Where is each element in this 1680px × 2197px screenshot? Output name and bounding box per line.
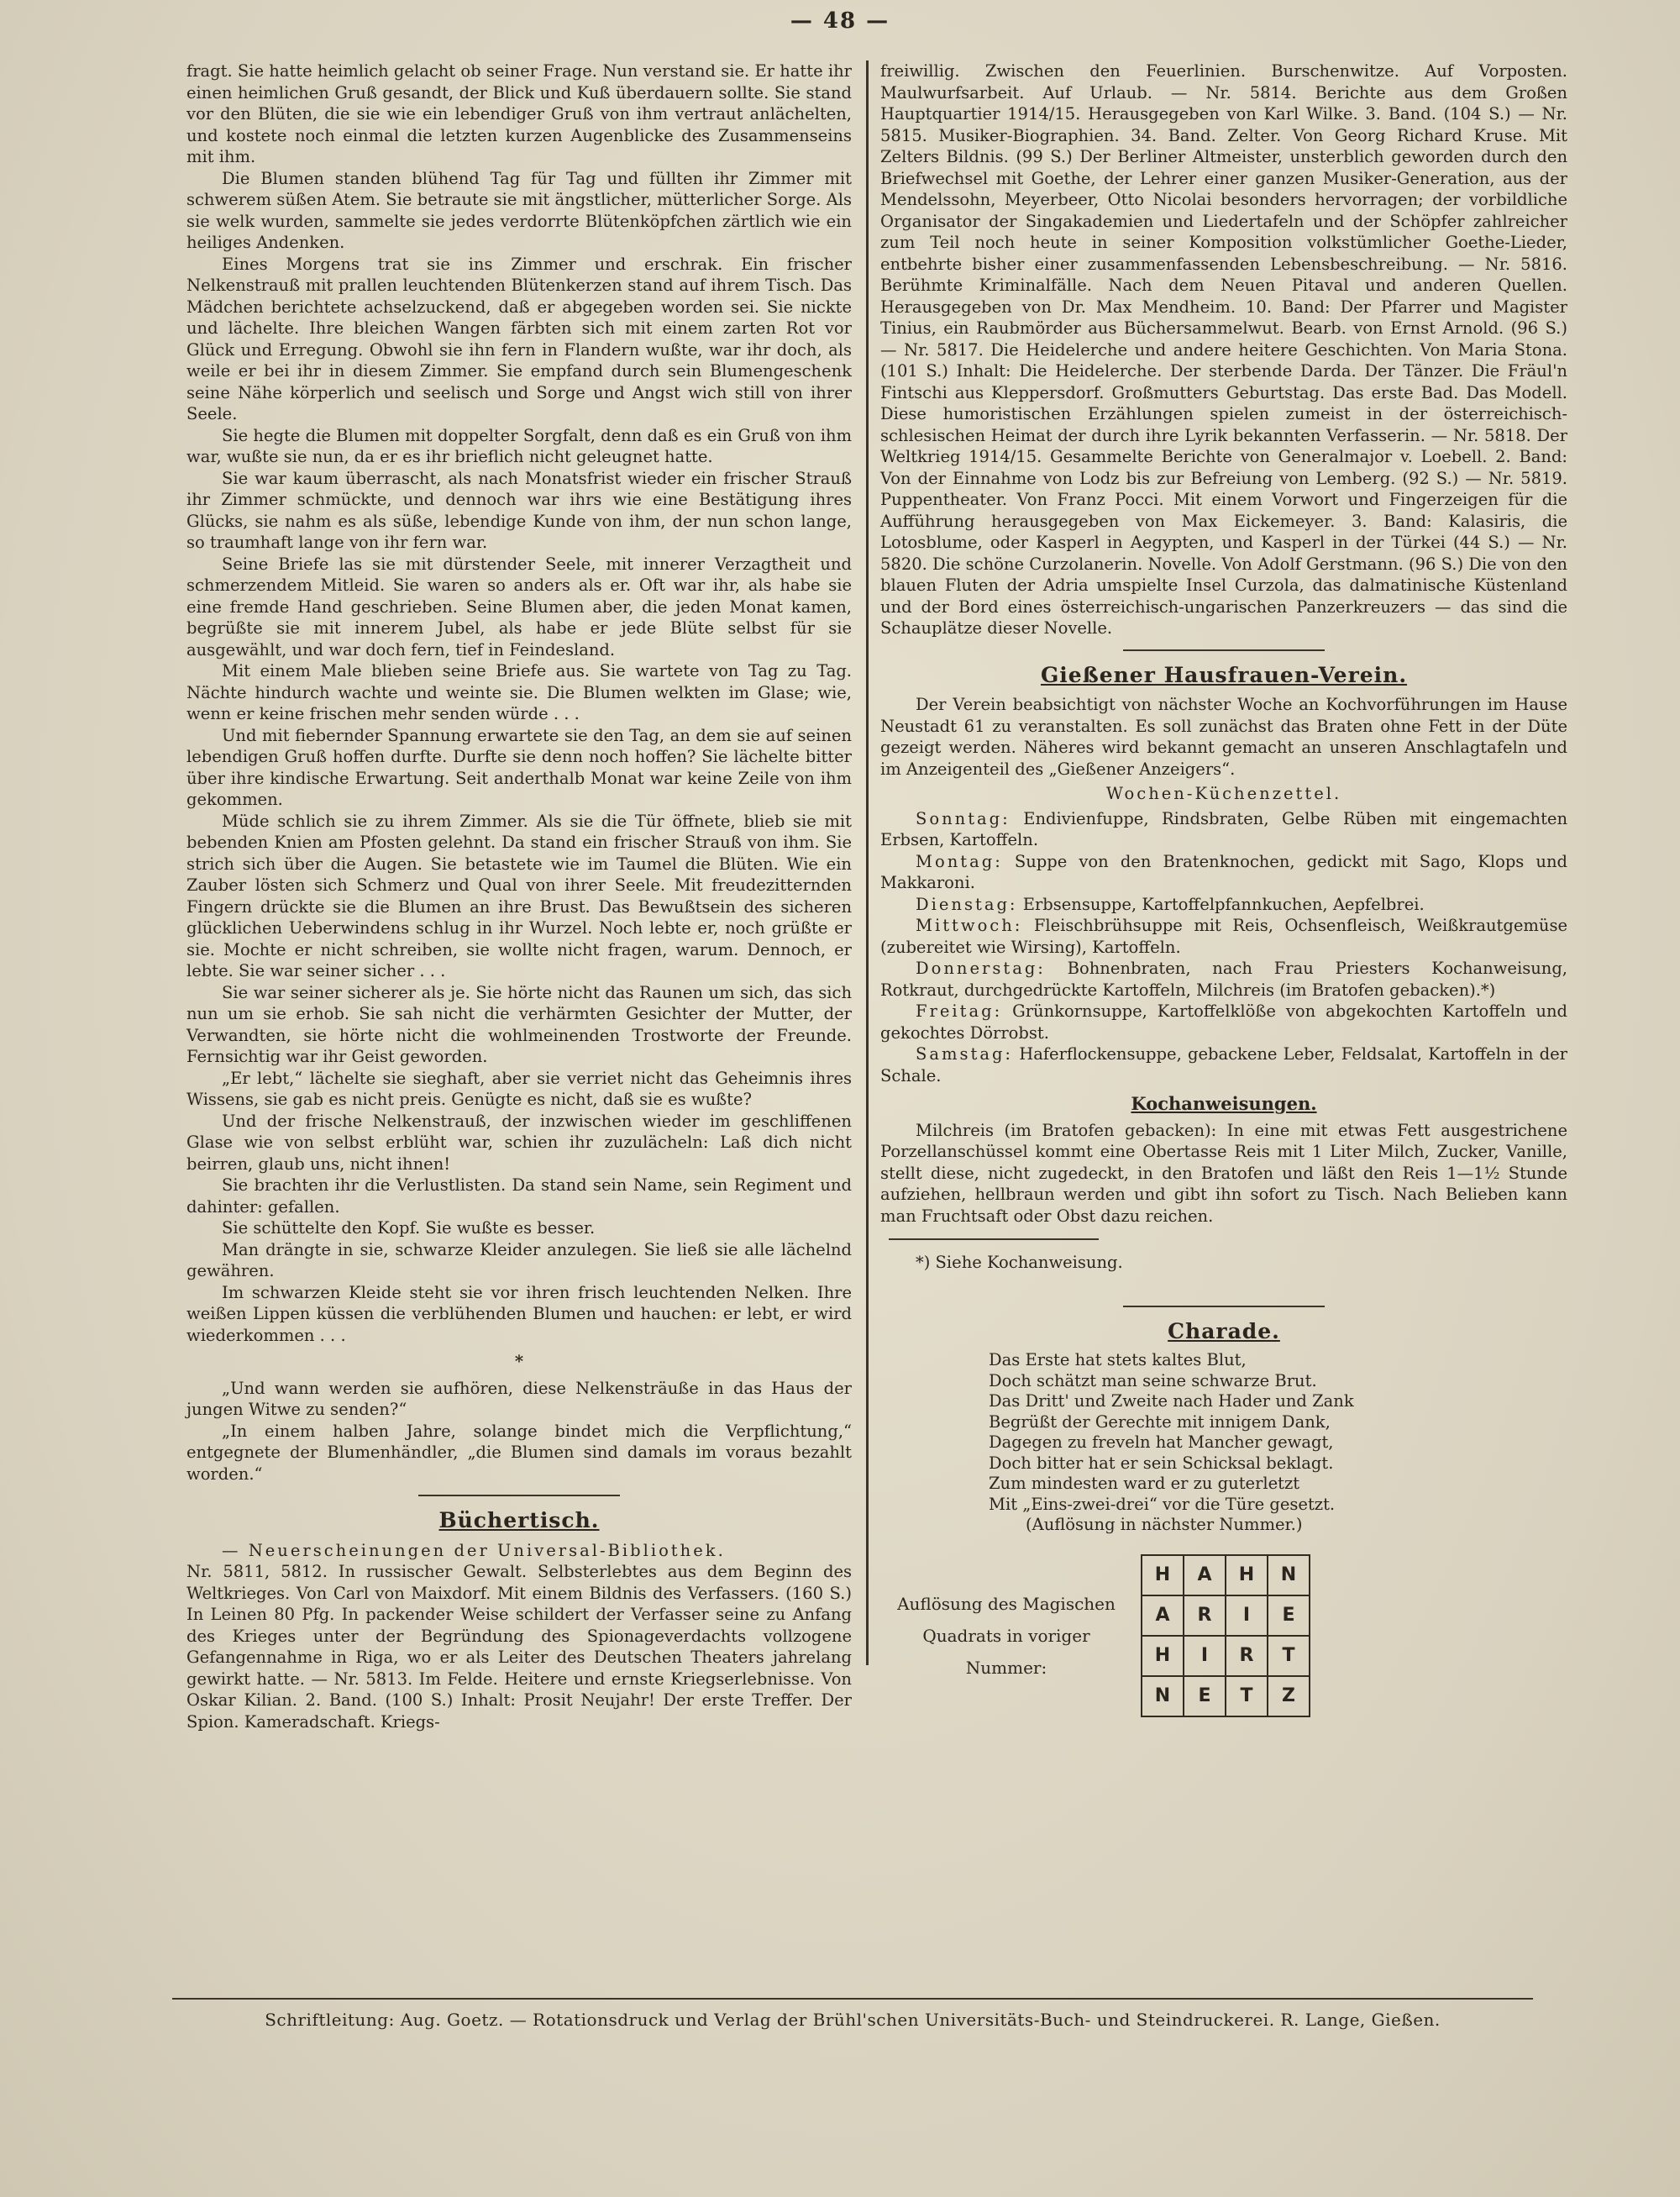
story-paragraph: Eines Morgens trat sie ins Zimmer und erschrak. Ein frischer Nelkenstrauß mit prallen leuchtenden Blütenkerzen stand auf ihrem Tisch. Das Mädchen berichtete achselzuckend, daß er abgegeben worden sei. Sie nickte und lächelte. Ihre bleichen Wangen färbten sich mit einem zarten Rot vor Glück und Erregung. Obwohl sie ihn fern in Flandern wußte, war ihr doch, als weile er bei ihr in diesem Zimmer. Sie empfand durch sein Blumengeschenk seine Nähe körperlich und seelisch und Sorge und Angst wich still von ihrer Seele. xyxy=(186,254,852,423)
books-continued: freiwillig. Zwischen den Feuerlinien. Burschenwitze. Auf Vorposten. Maulwurfsarbeit. Auf Urlaub. — Nr. 5814. Berichte aus dem Großen Hauptquartier 1914/15. Herausgegeben von Karl Wilke. 3. Band. (104 S.) — Nr. 5815. Musiker-Biographien. 34. Band. Zelter. Von Georg Richard Kruse. Mit Zelters Bildnis. (99 S.) Der Berliner Altmeister, unsterblich geworden durch den Briefwechsel mit Goethe, der Lehrer einer ganzen Musiker-Generation, aus der Mendelssohn, Meyerbeer, Otto Nicolai besonders hervorragen; der vorbildliche Organisator der Singakademien und Liedertafeln und der Schöpfer zahlreicher zum Teil noch heute in seiner Komposition volkstümlicher Goethe-Lieder, entbehrte bisher einer zusammenfassenden Lebensbeschreibung. — Nr. 5816. Berühmte Kriminalfälle. Nach dem Neuen Pitaval und anderen Quellen. Herausgegeben von Dr. Max Mendheim. 10. Band: Der Pfarrer und Magister Tinius, ein Raubmörder aus Büchersammelwut. Bearb. von Ernst Arnold. (96 S.) — Nr. 5817. Die Heidelerche und andere heitere Geschichten. Von Maria Stona. (101 S.) Inhalt: Die Heidelerche. Der sterbende Darda. Der Tänzer. Die Fräul'n Fintschi aus Kleppersdorf. Großmutters Geburtstag. Das erste Bad. Das Modell. Diese humoristischen Erzählungen spielen zumeist in der österreichisch-schlesischen Heimat der durch ihre Lyrik bekannten Verfasserin. — Nr. 5818. Der Weltkrieg 1914/15. Gesammelte Berichte von Generalmajor v. Loebell. 2. Band: Von der Einnahme von Lodz bis zur Befreiung von Lemberg. (92 S.) — Nr. 5819. Puppentheater. Von Franz Pocci. Mit einem Vorwort und Fingerzeigen für die Aufführung herausgegeben von Max Eickemeyer. 3. Band: Kalasiris, die Lotosblume, oder Kasperl in Aegypten, und Kasperl in der Türkei (44 S.) — Nr. 5820. Die schöne Curzolanerin. Novelle. Von Adolf Gerstmann. (96 S.) Die von den blauen Fluten der Adria umspielte Insel Curzola, das dalmatinische Küstenland und der Bord eines österreichisch-ungarischen Panzerkreuzers — das sind die Schauplätze dieser Novelle. xyxy=(880,61,1567,638)
books-intro-text: — Neuerscheinungen der Universal-Bibliothek. xyxy=(222,1540,726,1560)
magic-square-label xyxy=(880,1588,1132,1684)
footnote: *) Siehe Kochanweisung. xyxy=(916,1253,1123,1272)
story-paragraph: Sie schüttelte den Kopf. Sie wußte es besser. xyxy=(222,1218,596,1238)
menu-dish: Suppe von den Bratenknochen, gedickt mit Sago, Klops und Makkaroni. xyxy=(880,851,1568,892)
divider xyxy=(418,1495,620,1496)
charade-heading: Charade. xyxy=(1168,1318,1280,1343)
story-paragraph: fragt. Sie hatte heimlich gelacht ob seiner Frage. Nun verstand sie. Er hatte ihr einen heimlichen Gruß gesandt, der Blick und Kuß überdauern sollte. Sie stand vor den Blüten, die sie wie ein lebendiger Gruß von ihm vertraut anlächelten, und kostete noch einmal die letzten kurzen Augenblicke des Zusammenseins mit ihm. xyxy=(186,61,852,166)
imprint-footer: Schriftleitung: Aug. Goetz. — Rotationsdruck und Verlag der Brühl'schen Universitäts-Buch- und Steindruckerei. R. Lange, Gießen. xyxy=(265,2010,1441,2030)
poem-line: Das Dritt' und Zweite nach Hader und Zank xyxy=(989,1391,1354,1411)
verein-text: Der Verein beabsichtigt von nächster Woche an Kochvorführungen im Hause Neustadt 61 zu veranstalten. Es soll zunächst das Braten ohne Fett in der Düte gezeigt werden. Näheres wird bekannt gemacht an unseren Anschlagtafeln und im Anzeigenteil des „Gießener Anzeigers“. xyxy=(880,695,1567,779)
divider xyxy=(889,1238,1099,1240)
magic-square-grid xyxy=(1141,1554,1310,1717)
menu-day: Montag: xyxy=(916,851,1003,871)
poem-line: Zum mindesten ward er zu guterletzt xyxy=(989,1474,1300,1493)
koch-text: Milchreis (im Bratofen gebacken): In eine mit etwas Fett ausgestrichene Porzellanschüssel kommt eine Obertasse Reis mit 1 Liter Milch, Zucker, Vanille, stellt diese, nicht zugedeckt, in den Bratofen und läßt den Reis 1—1½ Stunde aufziehen, hellbraun werden und gibt ihn sofort zu Tisch. Nach Belieben kann man Fruchtsaft oder Obst dazu reichen. xyxy=(880,1120,1567,1226)
menu-day: Mittwoch: xyxy=(916,916,1023,935)
divider xyxy=(1123,649,1325,651)
story-paragraph: Sie war kaum überrascht, als nach Monatsfrist wieder ein frischer Strauß ihr Zimmer schmückte, und dennoch war ihrs wie eine Bestätigung ihres Glücks, sie nahm es als süße, lebendige Kunde von ihm, der nun schon lange, so traumhaft lange von ihr fern war. xyxy=(186,468,852,552)
menu-entry xyxy=(880,958,1567,1001)
column-divider xyxy=(866,60,869,1665)
epilogue-paragraph: „Und wann werden sie aufhören, diese Nelkensträuße in das Haus der jungen Witwe zu senden?“ xyxy=(186,1378,852,1419)
poem-line: Das Erste hat stets kaltes Blut, xyxy=(989,1350,1247,1369)
grid-cell: I xyxy=(1226,1595,1268,1636)
story-paragraph: Mit einem Male blieben seine Briefe aus. Sie wartete von Tag zu Tag. Nächte hindurch wachte und weinte sie. Die Blumen welkten im Glase; wie, wenn er keine frischen mehr senden würde . . . xyxy=(186,661,852,723)
story-paragraph: Müde schlich sie zu ihrem Zimmer. Als sie die Tür öffnete, blieb sie mit bebenden Knien am Pfosten gelehnt. Da stand ein frischer Strauß von ihm. Sie strich sich über die Augen. Sie betastete wie im Taumel die Blüten. Wie ein Zauber lösten sich Schmerz und Qual von ihrer Seele. Mit freudezitternden Fingern drückte sie die Blumen an ihre Brust. Das Bewußtsein des sicheren glücklichen Ueberwindens schlug in ihr Wurzel. Noch lebte er, noch grüßte er sie. Mochte er nicht schreiben, sie wollte nicht fragen, warum. Dennoch, er lebte. Sie war seiner sicher . . . xyxy=(186,811,852,980)
poem-line: Begrüßt der Gerechte mit innigem Dank, xyxy=(989,1411,1331,1432)
charade-poem xyxy=(989,1350,1459,1536)
menu-heading: Wochen-Küchenzettel. xyxy=(1105,784,1342,803)
koch-heading: Kochanweisungen. xyxy=(1131,1093,1317,1114)
grid-cell: A xyxy=(1184,1555,1226,1595)
story-paragraph: Sie brachten ihr die Verlustlisten. Da stand sein Name, sein Regiment und dahinter: gefallen. xyxy=(186,1175,852,1217)
menu-entry xyxy=(880,1043,1567,1086)
grid-cell: R xyxy=(1226,1636,1268,1676)
footer-rule xyxy=(172,1998,1533,2000)
poem-note: (Auflösung in nächster Nummer.) xyxy=(1026,1515,1303,1534)
poem-line: Dagegen zu freveln hat Mancher gewagt, xyxy=(989,1432,1334,1452)
story-paragraph: Sie hegte die Blumen mit doppelter Sorgfalt, denn daß es ein Gruß von ihm war, wußte sie nun, da er es ihr brieflich nicht geleugnet hatte. xyxy=(186,425,852,466)
menu-day: Sonntag: xyxy=(916,808,1011,828)
menu-dish: Fleischbrühsuppe mit Reis, Ochsenfleisch, Weißkrautgemüse (zubereitet wie Wirsing), Kartoffeln. xyxy=(880,916,1567,957)
grid-cell: E xyxy=(1184,1676,1226,1716)
story-paragraph: Die Blumen standen blühend Tag für Tag und füllten ihr Zimmer mit schwerem süßen Atem. Sie betraute sie mit ängstlicher, mütterlicher Sorge. Als sie welk wurden, sammelte sie jedes verdorrte Blütenköpfchen zärtlich wie ein heiliges Andenken. xyxy=(186,168,852,252)
magic-label-line: Auflösung des Magischen xyxy=(897,1593,1116,1614)
story-paragraph: Im schwarzen Kleide steht sie vor ihren frisch leuchtenden Nelken. Ihre weißen Lippen küssen die verblühenden Blumen und hauchen: er lebt, er wird wiederkommen . . . xyxy=(186,1282,852,1345)
menu-day: Dienstag: xyxy=(916,894,1018,914)
menu-day: Freitag: xyxy=(916,1001,1003,1021)
right-column xyxy=(880,60,1567,1717)
menu-entry xyxy=(880,851,1567,894)
left-column xyxy=(186,60,852,1732)
menu-dish: Grünkornsuppe, Kartoffelklöße von abgekochten Kartoffeln und gekochtes Dörrobst. xyxy=(880,1001,1568,1043)
grid-cell: T xyxy=(1268,1636,1310,1676)
menu-dish: Haferflockensuppe, gebackene Leber, Feldsalat, Kartoffeln in der Schale. xyxy=(880,1044,1567,1085)
grid-cell: Z xyxy=(1268,1676,1310,1716)
verein-heading: Gießener Hausfrauen-Verein. xyxy=(1040,662,1408,687)
books-text: Nr. 5811, 5812. In russischer Gewalt. Selbsterlebtes aus dem Beginn des Weltkrieges. Von Carl von Maixdorf. Mit einem Bildnis des Verfassers. (160 S.) In Leinen 80 Pfg. In packender Weise schildert der Verfasser seine zu Anfang des Krieges unter der Begründung des Spionageverdachts vollzogene Gefangennahme in Riga, wo er als Leiter des Deutschen Theaters jahrelang gewirkt hatte. — Nr. 5813. Im Felde. Heitere und ernste Kriegserlebnisse. Von Oskar Kilian. 2. Band. (100 S.) Inhalt: Prosit Neujahr! Der erste Treffer. Der Spion. Kameradschaft. Kriegs- xyxy=(186,1562,852,1732)
magic-square-block xyxy=(880,1554,1567,1717)
grid-cell: R xyxy=(1184,1595,1226,1636)
grid-cell: E xyxy=(1268,1595,1310,1636)
story-paragraph: Sie war seiner sicherer als je. Sie hörte nicht das Raunen um sich, das sich nun um sie erhob. Sie sah nicht die verhärmten Gesichter der Mutter, der Verwandten, sie hörte nicht die wohlmeinenden Trostworte der Freunde. Fernsichtig war ihr Geist geworden. xyxy=(186,982,852,1066)
story-paragraph: Und mit fiebernder Spannung erwartete sie den Tag, an dem sie auf seinen lebendigen Gruß hoffen durfte. Durfte sie denn noch hoffen? Sie lächelte bitter über ihre kindische Erwartung. Seit anderthalb Monat war keine Zeile von ihm gekommen. xyxy=(186,725,852,809)
menu-day: Samstag: xyxy=(916,1044,1013,1064)
grid-cell: I xyxy=(1184,1636,1226,1676)
page-number: — 48 — xyxy=(790,8,890,34)
magic-label-line: Quadrats in voriger xyxy=(922,1625,1090,1646)
story-paragraph: Seine Briefe las sie mit dürstender Seele, mit innerer Verzagtheit und schmerzendem Mitleid. Sie waren so anders als er. Oft war ihr, als habe sie eine fremde Hand geschrieben. Seine Blumen aber, die jeden Monat kamen, begrüßte sie mit innerem Jubel, als habe er jede Blüte selbst für sie ausgewählt, und war doch fern, tief in Feindesland. xyxy=(186,554,852,660)
grid-cell: H xyxy=(1226,1555,1268,1595)
grid-cell: H xyxy=(1142,1555,1184,1595)
divider xyxy=(1123,1306,1325,1307)
grid-cell: N xyxy=(1268,1555,1310,1595)
magic-label-line: Nummer: xyxy=(965,1657,1047,1678)
section-star: * xyxy=(514,1352,524,1371)
story-paragraph: „Er lebt,“ lächelte sie sieghaft, aber sie verriet nicht das Geheimnis ihres Wissens, sie gab es nicht preis. Genügte es nicht, daß sie es wußte? xyxy=(186,1068,852,1109)
story-paragraph: Und der frische Nelkenstrauß, der inzwischen wieder im geschliffenen Glase wie von selbst erblüht war, schien ihr zuzulächeln: Laß dich nicht beirren, glaub uns, nicht ihnen! xyxy=(186,1111,852,1174)
grid-cell: N xyxy=(1142,1676,1184,1716)
books-intro xyxy=(186,1540,852,1562)
menu-dish: Bohnenbraten, nach Frau Priesters Kochanweisung, Rotkraut, durchgedrückte Kartoffeln, Milchreis (im Bratofen gebacken).*) xyxy=(880,959,1568,1000)
grid-cell: H xyxy=(1142,1636,1184,1676)
menu-dish: Endivienfuppe, Rindsbraten, Gelbe Rüben mit eingemachten Erbsen, Kartoffeln. xyxy=(880,808,1567,849)
menu-entry xyxy=(880,1001,1567,1043)
menu-entry xyxy=(880,808,1567,851)
epilogue-paragraph: „In einem halben Jahre, solange bindet mich die Verpflichtung,“ entgegnete der Blumenhändler, „die Blumen sind damals im voraus bezahlt worden.“ xyxy=(186,1421,852,1484)
poem-line: Mit „Eins-zwei-drei“ vor die Türe gesetzt. xyxy=(989,1494,1336,1514)
menu-list xyxy=(880,808,1567,1087)
grid-cell: T xyxy=(1226,1676,1268,1716)
poem-line: Doch schätzt man seine schwarze Brut. xyxy=(989,1370,1317,1390)
menu-entry xyxy=(880,915,1567,958)
grid-cell: A xyxy=(1142,1595,1184,1636)
menu-dish: Erbsensuppe, Kartoffelpfannkuchen, Aepfelbrei. xyxy=(1022,894,1425,914)
story-paragraph: Man drängte in sie, schwarze Kleider anzulegen. Sie ließ sie alle lächelnd gewähren. xyxy=(186,1239,852,1280)
books-heading: Büchertisch. xyxy=(438,1508,600,1532)
menu-day: Donnerstag: xyxy=(916,959,1046,978)
poem-line: Doch bitter hat er sein Schicksal beklagt. xyxy=(989,1453,1334,1473)
menu-entry xyxy=(880,894,1567,916)
